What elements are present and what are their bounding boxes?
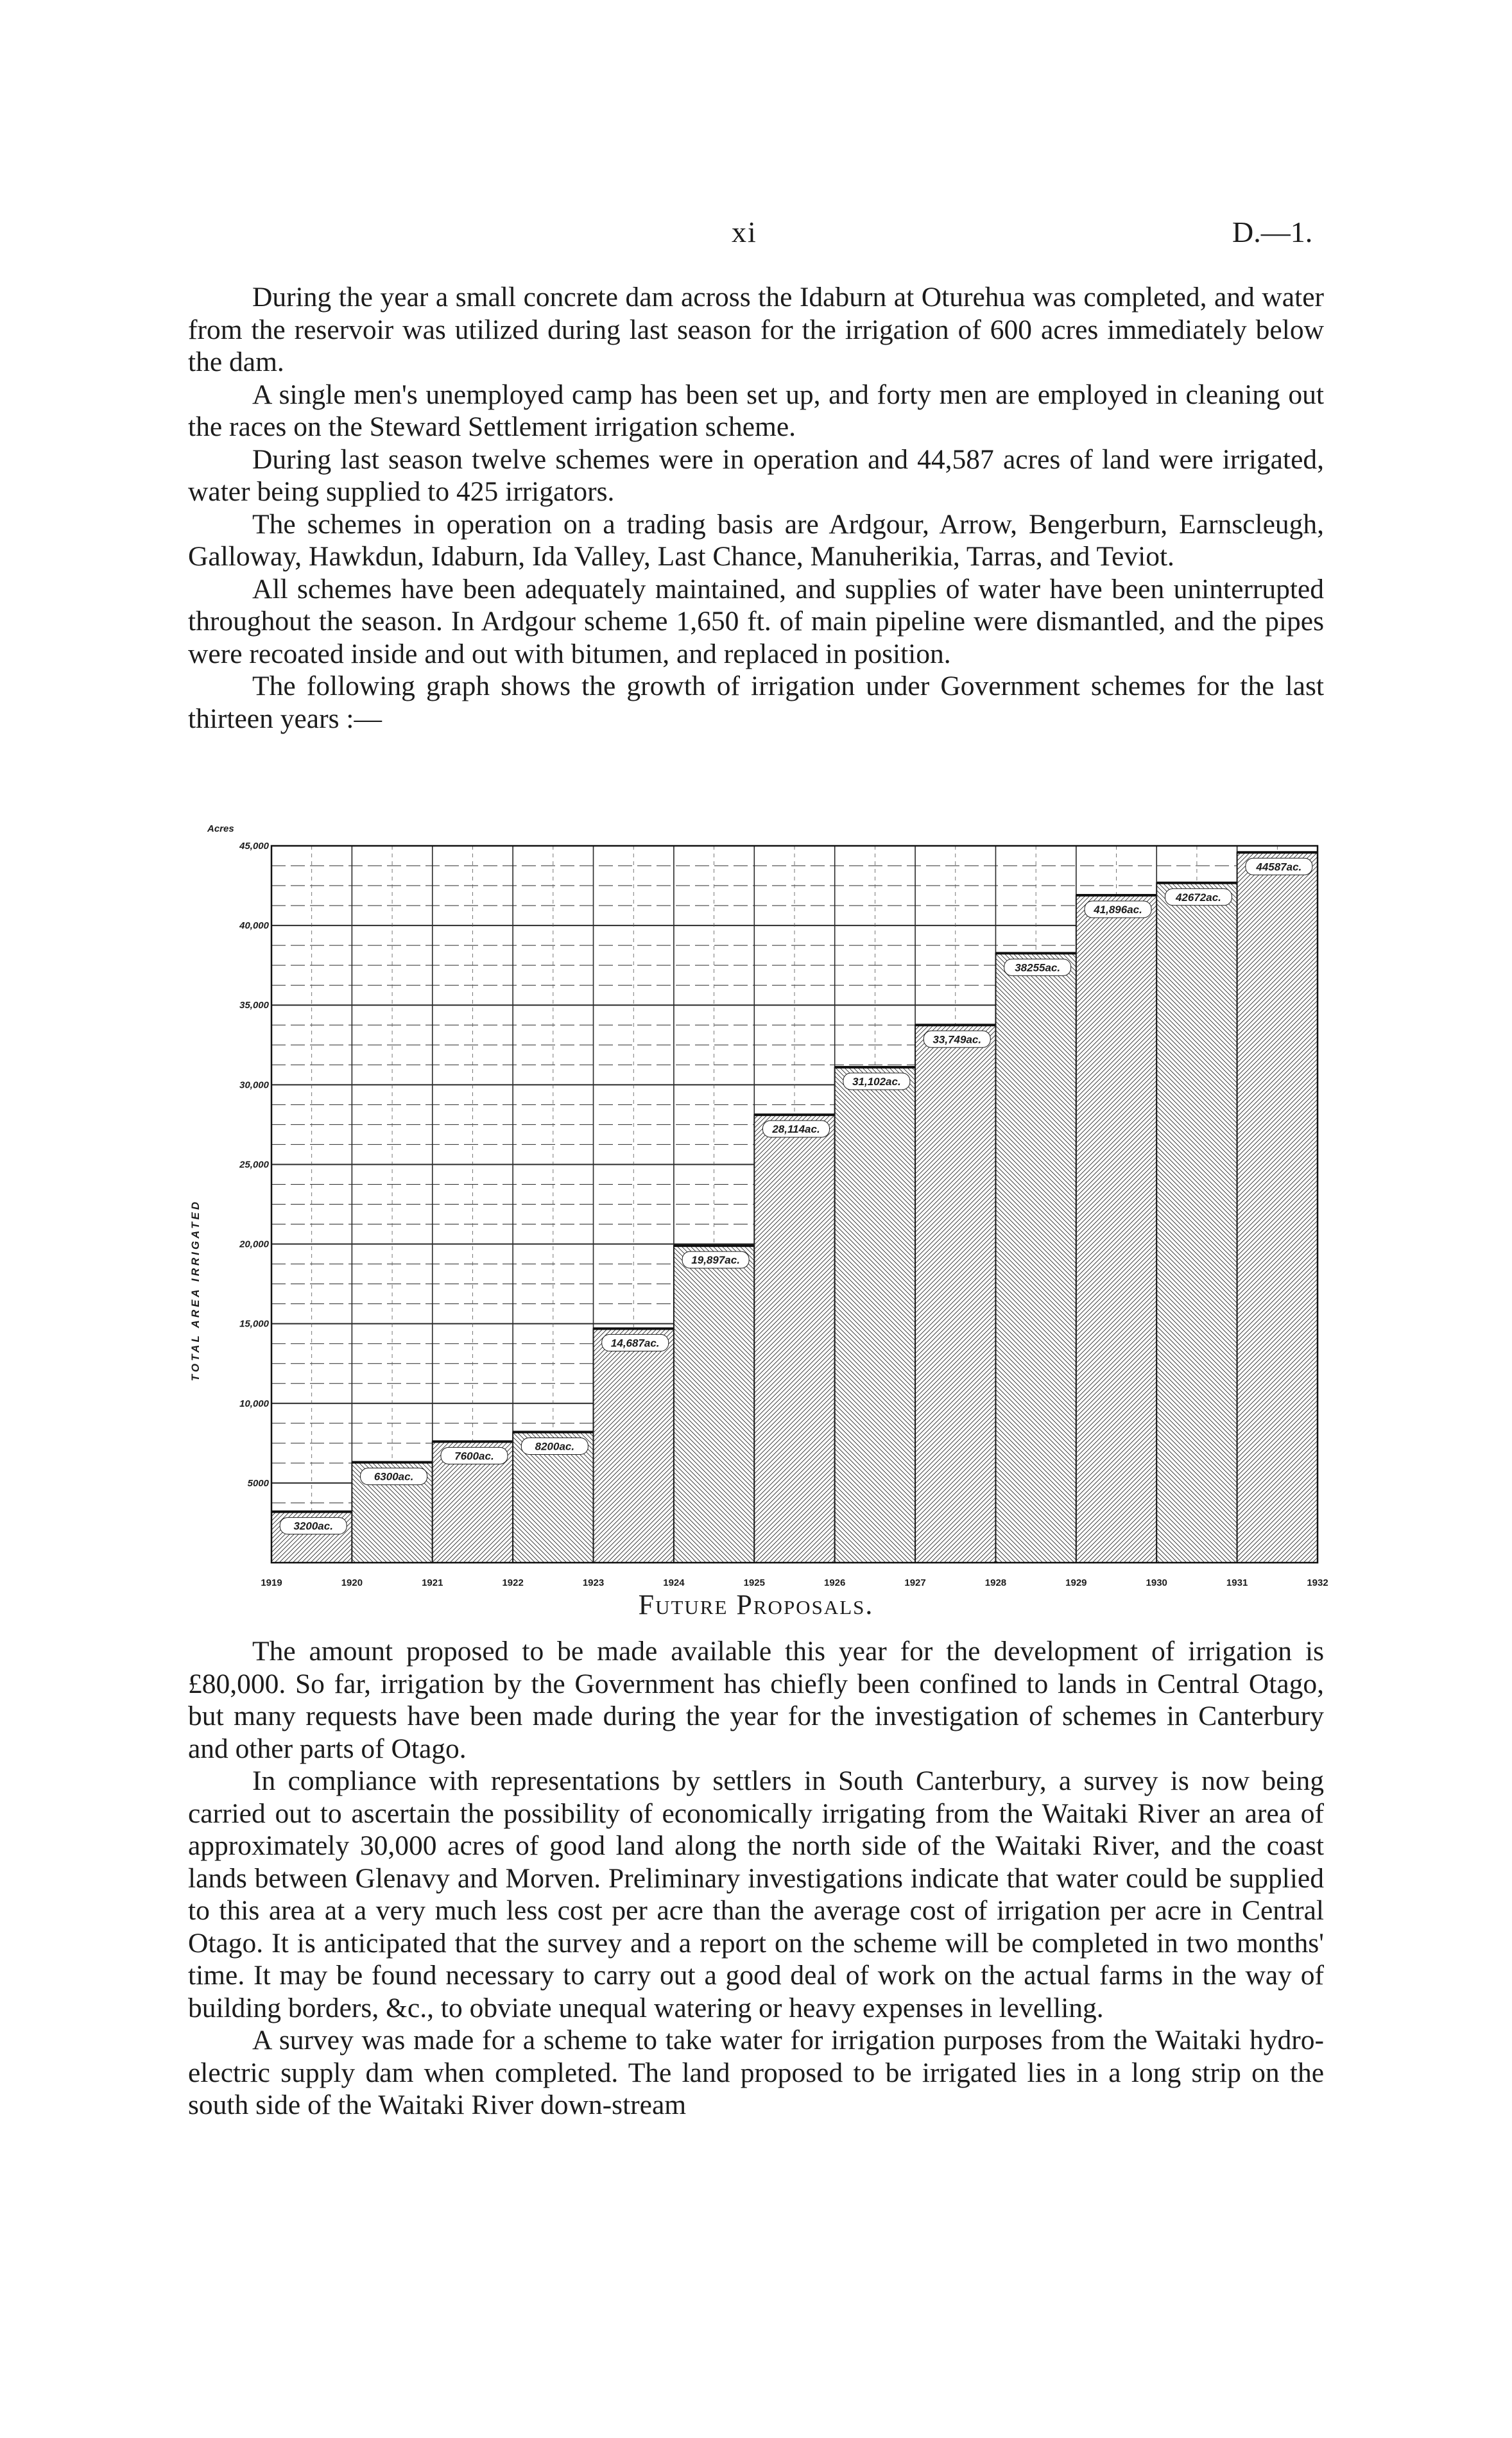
- paragraph: The schemes in operation on a trading basis are Ardgour, Arrow, Bengerburn, Earnscleugh, Galloway, Hawkdun, Idaburn, Ida Valley, Last Chance, Manuherikia, Tarras, and Teviot.: [188, 508, 1324, 572]
- intro-text: [188, 281, 1324, 735]
- y-unit-label: Acres: [207, 823, 234, 834]
- x-tick-label: 1931: [1226, 1577, 1248, 1588]
- bar: [995, 953, 1076, 1563]
- bar: [1076, 895, 1156, 1563]
- y-tick-label: 35,000: [239, 1000, 269, 1011]
- irrigation-growth-chart: [167, 821, 1328, 1592]
- y-tick-label: 25,000: [239, 1159, 269, 1171]
- bar: [1237, 852, 1318, 1563]
- paragraph: During the year a small concrete dam across the Idaburn at Oturehua was completed, and water from the reservoir was utilized during last season for the irrigation of 600 acres immediately below the dam.: [188, 282, 1324, 377]
- y-tick-label: 15,000: [239, 1318, 269, 1330]
- y-tick-label: 5000: [247, 1477, 269, 1489]
- y-tick-label: 40,000: [239, 920, 269, 932]
- x-tick-label: 1919: [261, 1577, 282, 1588]
- bar: [754, 1115, 834, 1563]
- x-tick-label: 1920: [341, 1577, 363, 1588]
- x-tick-label: 1923: [582, 1577, 605, 1588]
- data-label: 28,114ac.: [772, 1123, 820, 1136]
- paragraph: In compliance with representations by settlers in South Canterbury, a survey is now being carried out to ascertain the possibility of economically irrigating from the Waitaki River an area of approximately 30,000 acres of good land along the north side of the Waitaki River, and the coast lands between Glenavy and Morven. Preliminary investigations indicate that water could be supplied to this area at a very much less cost per acre than the average cost of irrigation per acre in Central Otago. It is anticipated that the survey and a report on the scheme will be completed in two months' time. It may be found necessary to carry out a good deal of work on the actual farms in the way of building borders, &c., to obviate unequal watering or heavy expenses in levelling.: [188, 1765, 1324, 2023]
- data-label: 41,896ac.: [1094, 904, 1142, 916]
- x-tick-label: 1921: [422, 1577, 443, 1588]
- data-label: 38255ac.: [1015, 961, 1061, 974]
- bar: [594, 1328, 674, 1563]
- chart-canvas: [167, 821, 1328, 1592]
- data-label: 31,102ac.: [852, 1075, 901, 1088]
- future-proposals-text: [188, 1635, 1324, 2122]
- data-label: 42672ac.: [1175, 891, 1221, 904]
- y-tick-label: 20,000: [239, 1239, 269, 1250]
- x-tick-label: 1928: [984, 1577, 1007, 1588]
- y-tick-label: 10,000: [239, 1398, 269, 1409]
- page-number: xi: [732, 216, 757, 248]
- bar: [1156, 883, 1237, 1563]
- paragraph: A survey was made for a scheme to take water for irrigation purposes from the Waitaki hydro-electric supply dam when completed. The land proposed to be irrigated lies in a long strip on the south side of the Waitaki River down-stream: [188, 2025, 1324, 2120]
- data-label: 19,897ac.: [691, 1254, 740, 1267]
- x-tick-label: 1926: [824, 1577, 846, 1588]
- bar: [674, 1246, 754, 1563]
- data-label: 7600ac.: [454, 1450, 494, 1463]
- x-tick-label: 1924: [663, 1577, 685, 1588]
- paragraph: All schemes have been adequately maintained, and supplies of water have been uninterrupted throughout the season. In Ardgour scheme 1,650 ft. of main pipeline were dismantled, and the pipes were recoated inside and out with bitumen, and replaced in position.: [188, 573, 1324, 669]
- page-header: [0, 215, 1512, 253]
- data-label: 6300ac.: [374, 1470, 414, 1483]
- data-label: 44587ac.: [1256, 861, 1302, 873]
- x-tick-label: 1922: [502, 1577, 524, 1588]
- paragraph: The amount proposed to be made available this year for the development of irrigation is £80,000. So far, irrigation by the Government has chiefly been confined to lands in Central Otago, but many requests have been made during the year for the investigation of schemes in Canterbury and other parts of Otago.: [188, 1636, 1324, 1764]
- document-reference: D.—1.: [1232, 216, 1313, 248]
- data-label: 33,749ac.: [932, 1033, 982, 1046]
- paragraph: The following graph shows the growth of irrigation under Government schemes for the last thirteen years :—: [188, 671, 1324, 734]
- data-label: 14,687ac.: [610, 1337, 660, 1350]
- bar: [835, 1067, 915, 1563]
- x-tick-label: 1929: [1065, 1577, 1087, 1588]
- paragraph: A single men's unemployed camp has been set up, and forty men are employed in cleaning out the races on the Steward Settlement irrigation scheme.: [188, 379, 1324, 442]
- section-heading: Future Proposals.: [638, 1589, 874, 1620]
- data-label: 8200ac.: [535, 1440, 575, 1453]
- y-tick-label: 30,000: [239, 1079, 269, 1091]
- bar: [915, 1025, 995, 1563]
- y-tick-label: 45,000: [239, 841, 269, 852]
- paragraph: During last season twelve schemes were in operation and 44,587 acres of land were irrigated, water being supplied to 425 irrigators.: [188, 443, 1324, 507]
- x-tick-label: 1927: [904, 1577, 926, 1588]
- data-label: 3200ac.: [293, 1520, 333, 1532]
- x-tick-label: 1932: [1307, 1577, 1328, 1588]
- y-axis-label: TOTAL AREA IRRIGATED: [189, 1199, 202, 1382]
- x-tick-label: 1930: [1146, 1577, 1167, 1588]
- x-tick-label: 1925: [743, 1577, 765, 1588]
